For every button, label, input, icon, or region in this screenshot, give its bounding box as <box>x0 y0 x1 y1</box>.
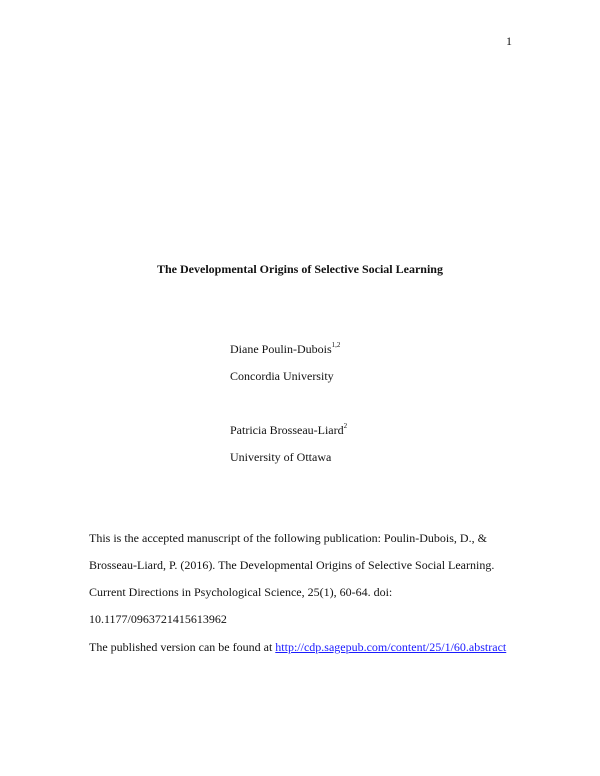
paper-title: The Developmental Origins of Selective Social Learning <box>157 262 443 276</box>
notice-line-3: Current Directions in Psychological Science, 25(1), 60-64. doi: <box>89 585 393 599</box>
author-2-affiliation: University of Ottawa <box>230 450 332 464</box>
published-version-line <box>89 640 506 655</box>
author-1-name: Diane Poulin-Dubois <box>230 342 332 356</box>
published-link[interactable]: http://cdp.sagepub.com/content/25/1/60.abstract <box>275 640 507 654</box>
published-prefix: The published version can be found at <box>89 640 276 654</box>
author-2-name: Patricia Brosseau-Liard <box>230 423 344 437</box>
author-1-name-line <box>230 342 340 357</box>
author-2-superscript: 2 <box>343 422 348 430</box>
author-2-name-line <box>230 423 347 438</box>
notice-line-4: 10.1177/0963721415613962 <box>89 612 227 626</box>
page-number: 1 <box>506 34 512 48</box>
author-1-affiliation: Concordia University <box>230 369 334 383</box>
notice-line-2: Brosseau-Liard, P. (2016). The Developmental Origins of Selective Social Learning. <box>89 558 495 572</box>
author-1-superscript: 1,2 <box>331 341 341 349</box>
notice-line-1: This is the accepted manuscript of the following publication: Poulin-Dubois, D., & <box>89 531 487 545</box>
